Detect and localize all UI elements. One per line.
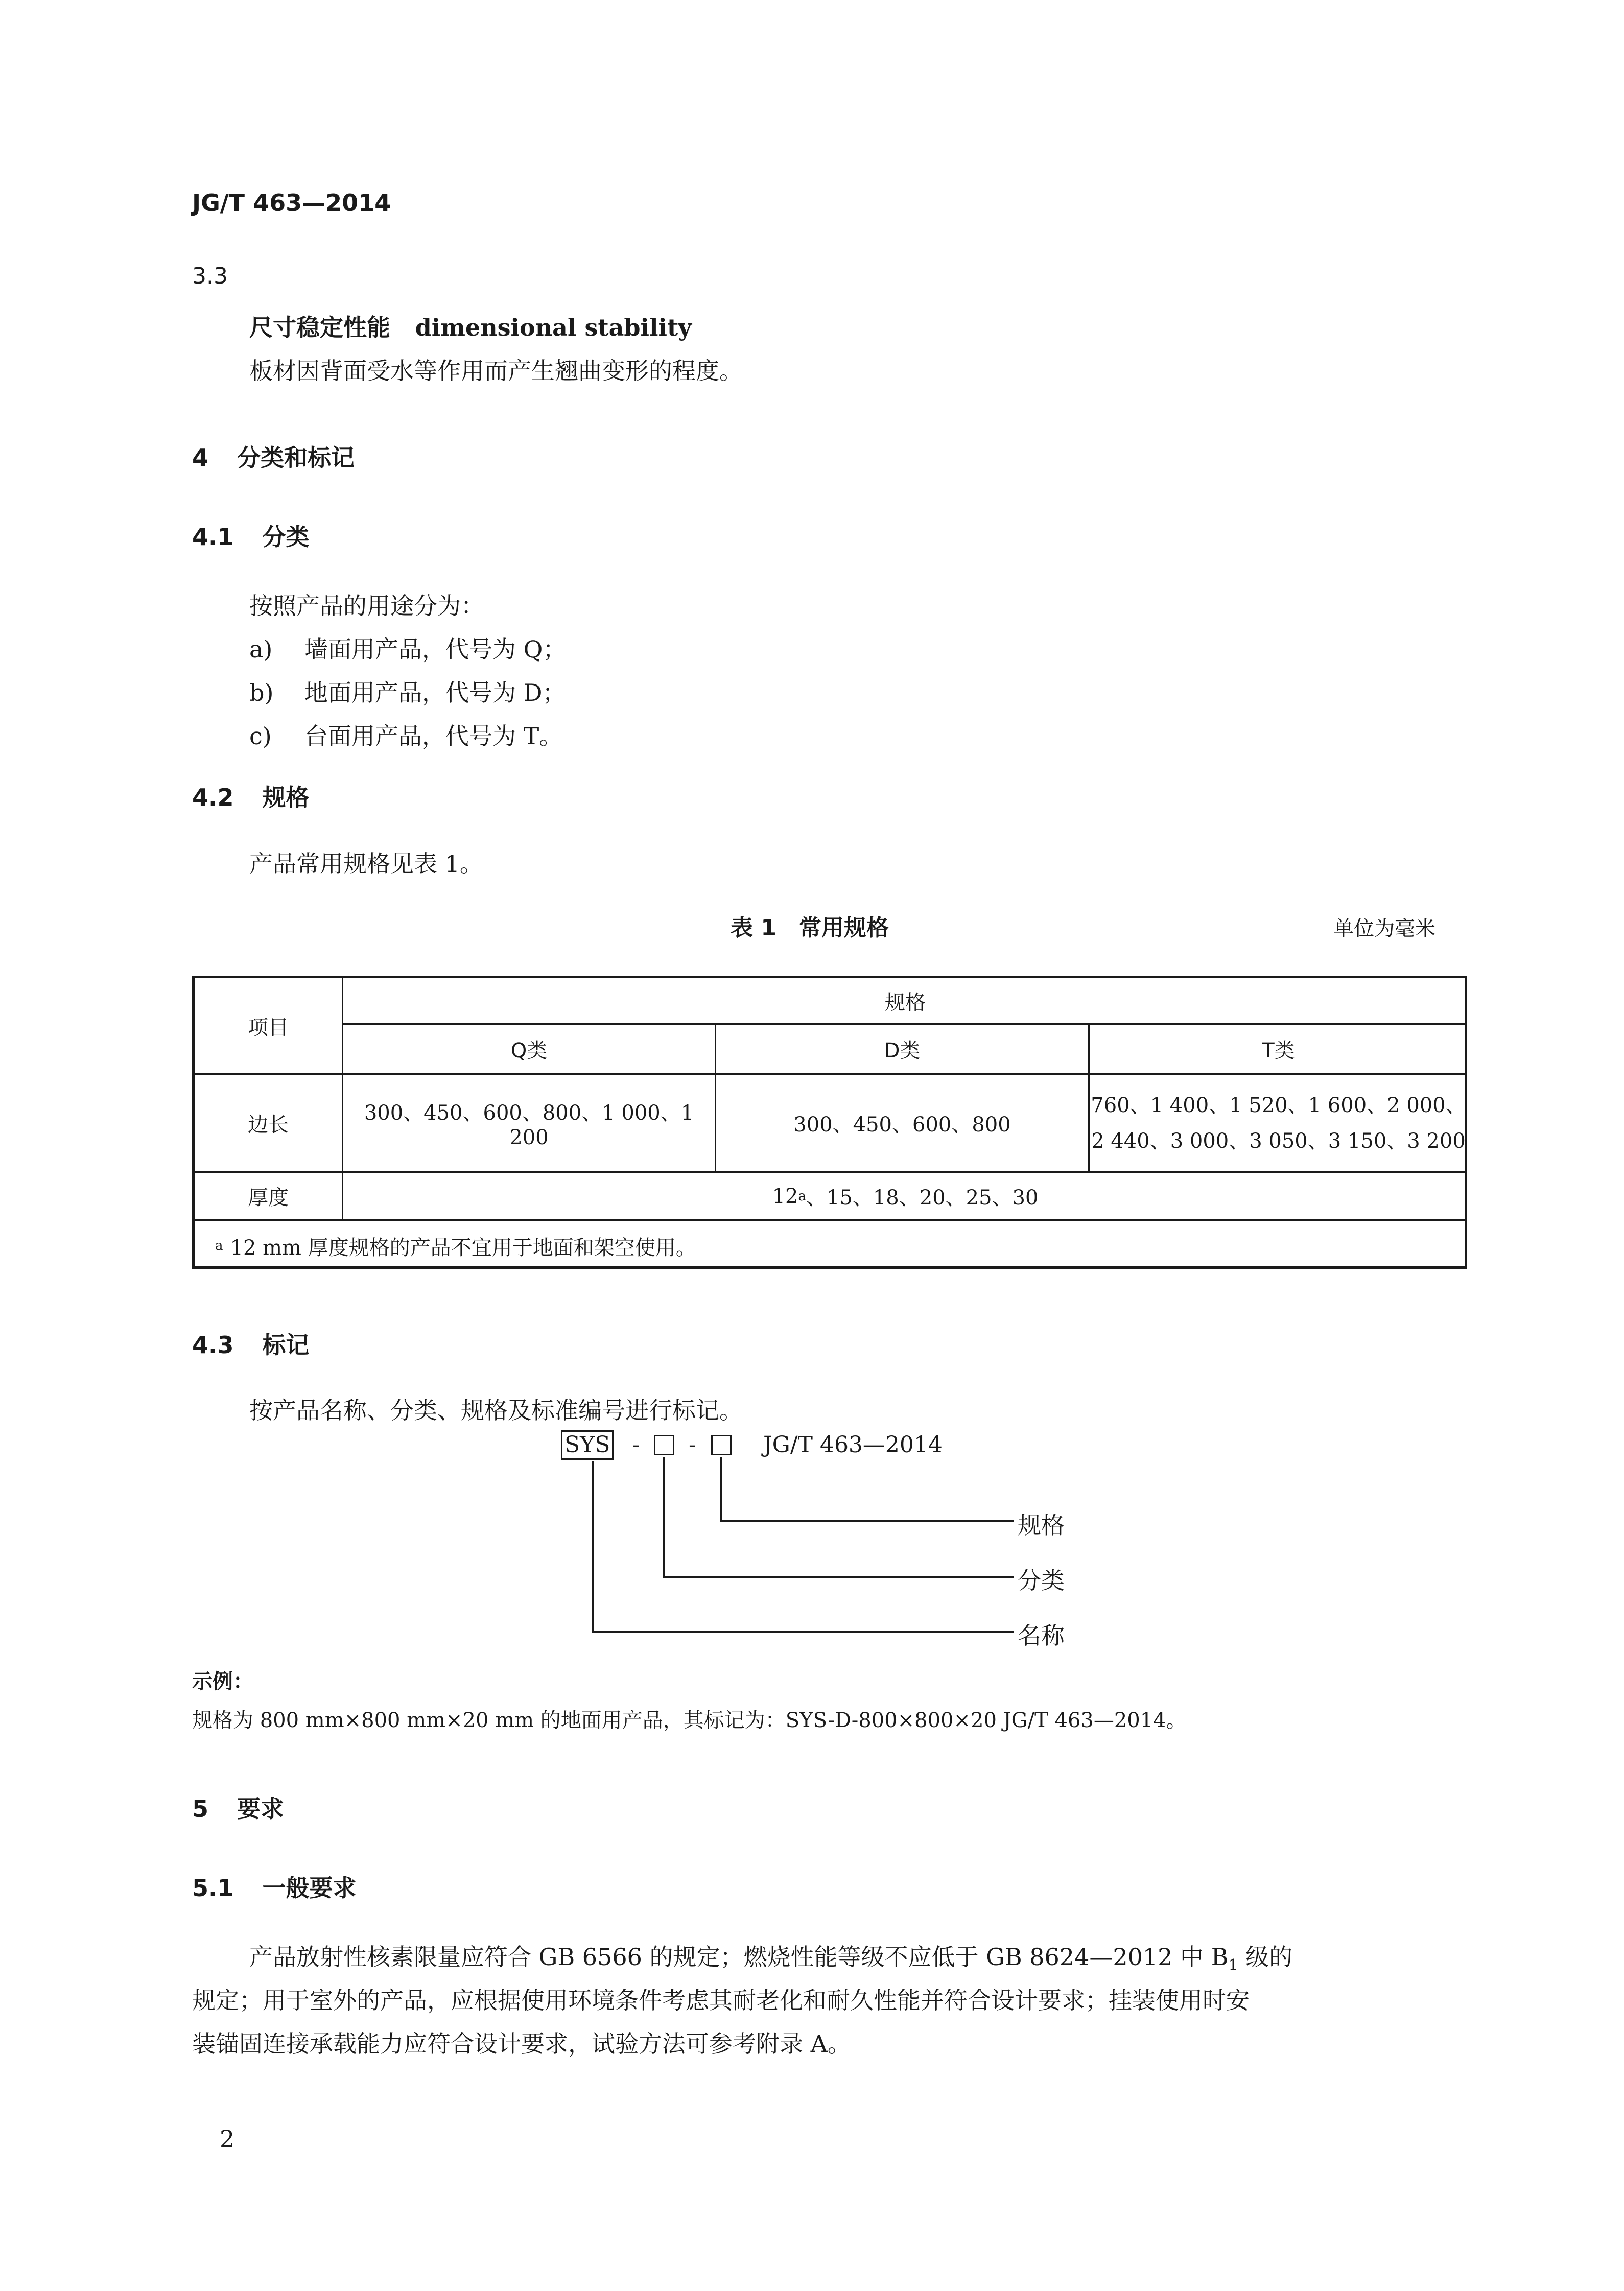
paragraph-line: 装锚固连接承载能力应符合设计要求，试验方法可参考附录 A。 bbox=[192, 2030, 851, 2058]
section-5-title: 要求 bbox=[237, 1795, 285, 1823]
paragraph-text: 产品放射性核素限量应符合 GB 6566 的规定；燃烧性能等级不应低于 GB 8624—2012 中 B bbox=[249, 1943, 1229, 1971]
code-dash: - bbox=[689, 1432, 696, 1458]
example-text: 规格为 800 mm×800 mm×20 mm 的地面用产品，其标记为：SYS-D-800×800×20 JG/T 463—2014。 bbox=[192, 1709, 1187, 1732]
cell-t-line: 760、1 400、1 520、1 600、2 000、 bbox=[1091, 1093, 1466, 1117]
header-col-t: T类 bbox=[1262, 1039, 1295, 1062]
list-text: 墙面用产品，代号为 Q； bbox=[304, 635, 567, 663]
term-cn: 尺寸稳定性能 bbox=[249, 314, 390, 341]
label-spec: 规格 bbox=[1018, 1511, 1065, 1539]
section-4-3-number: 4.3 bbox=[192, 1331, 234, 1359]
cell-t-line: 2 440、3 000、3 050、3 150、3 200 bbox=[1091, 1129, 1466, 1153]
list-text: 地面用产品，代号为 D； bbox=[304, 679, 566, 706]
section-4-title: 分类和标记 bbox=[237, 444, 355, 471]
table-unit: 单位为毫米 bbox=[1333, 917, 1435, 940]
list-marker: c) bbox=[249, 722, 272, 750]
section-4-number: 4 bbox=[192, 444, 209, 471]
section-5-heading bbox=[192, 1790, 284, 1824]
row-label-thickness: 厚度 bbox=[248, 1186, 289, 1210]
standard-number: JG/T 463—2014 bbox=[192, 189, 391, 217]
label-name: 名称 bbox=[1018, 1622, 1065, 1649]
cell-q-side: 300、450、600、800、1 000、1 200 bbox=[364, 1101, 694, 1149]
term-en: dimensional stability bbox=[415, 314, 692, 341]
list-marker: b) bbox=[249, 679, 274, 706]
label-class: 分类 bbox=[1018, 1567, 1065, 1594]
subscript: 1 bbox=[1228, 1956, 1238, 1975]
list-text: 台面用产品，代号为 T。 bbox=[304, 722, 563, 750]
classification-intro: 按照产品的用途分为： bbox=[249, 592, 484, 620]
code-standard: JG/T 463—2014 bbox=[763, 1432, 943, 1458]
section-4-1-number: 4.1 bbox=[192, 523, 234, 551]
page-number: 2 bbox=[220, 2125, 235, 2153]
section-5-number: 5 bbox=[192, 1795, 209, 1823]
header-group: 规格 bbox=[885, 990, 926, 1014]
section-4-1-title: 分类 bbox=[262, 523, 310, 551]
connector-name bbox=[593, 1461, 1014, 1632]
section-4-2-title: 规格 bbox=[262, 784, 310, 811]
header-col-q: Q类 bbox=[510, 1039, 548, 1062]
header-item: 项目 bbox=[248, 1015, 289, 1040]
section-4-3-title: 标记 bbox=[262, 1331, 310, 1359]
table-caption: 表 1 常用规格 bbox=[731, 915, 889, 941]
paragraph-line bbox=[249, 1939, 1292, 1974]
spec-intro: 产品常用规格见表 1。 bbox=[249, 850, 483, 878]
footnote-marker: a bbox=[798, 1188, 806, 1204]
section-3-3-number: 3.3 bbox=[192, 263, 228, 289]
term-definition: 板材因背面受水等作用而产生翘曲变形的程度。 bbox=[249, 357, 743, 385]
connector-spec bbox=[721, 1457, 1014, 1521]
section-5-1-heading bbox=[192, 1870, 357, 1903]
example-title: 示例： bbox=[192, 1670, 253, 1693]
code-dash: - bbox=[632, 1432, 640, 1458]
row-label-side: 边长 bbox=[248, 1113, 289, 1137]
section-4-2-number: 4.2 bbox=[192, 784, 234, 811]
cell-d-side: 300、450、600、800 bbox=[793, 1113, 1011, 1137]
thickness-rest: 、15、18、20、25、30 bbox=[806, 1186, 1039, 1210]
section-5-1-number: 5.1 bbox=[192, 1874, 234, 1902]
footnote-mark: a bbox=[215, 1238, 223, 1254]
paragraph-text: 级的 bbox=[1238, 1943, 1293, 1971]
section-5-1-title: 一般要求 bbox=[262, 1874, 357, 1902]
header-col-d: D类 bbox=[884, 1039, 921, 1062]
paragraph-line: 规定；用于室外的产品，应根据使用环境条件考虑其耐老化和耐久性能并符合设计要求；挂装使用时安 bbox=[192, 1987, 1250, 2014]
list-marker: a) bbox=[249, 635, 273, 663]
code-sys-box: SYS bbox=[561, 1430, 614, 1460]
thickness-first: 12 bbox=[772, 1184, 798, 1208]
connector-class bbox=[664, 1457, 1014, 1577]
marking-intro: 按产品名称、分类、规格及标准编号进行标记。 bbox=[249, 1397, 743, 1424]
footnote-text: 12 mm 厚度规格的产品不宜用于地面和架空使用。 bbox=[230, 1236, 696, 1260]
